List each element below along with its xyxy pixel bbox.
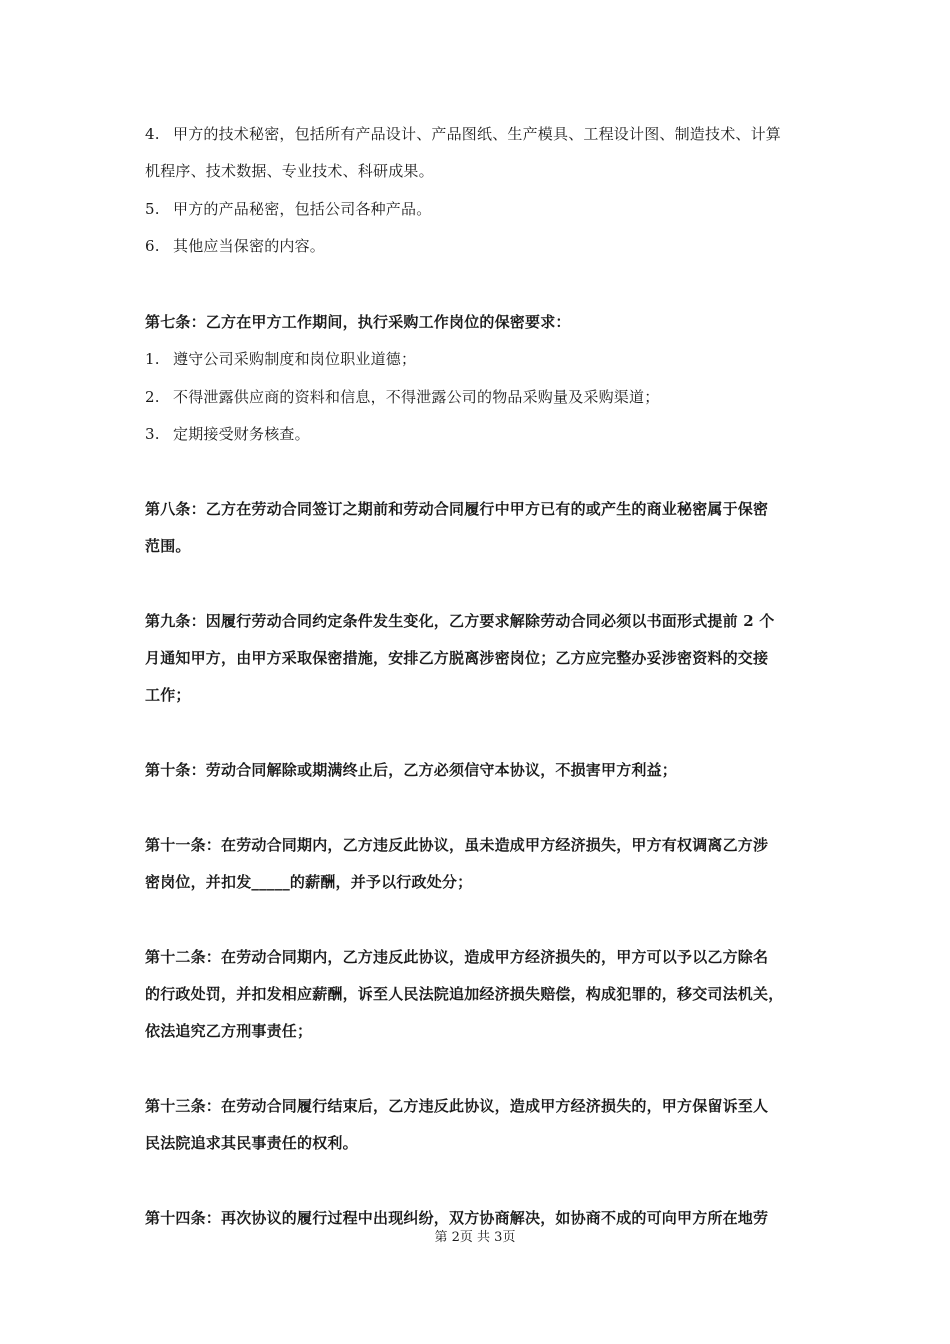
article-12-line-1: 第十二条：在劳动合同期内，乙方违反此协议，造成甲方经济损失的，甲方可以予以乙方除名	[145, 948, 769, 966]
list-item-text: 定期接受财务核查。	[173, 425, 310, 443]
list-item-number: 5.	[145, 200, 160, 218]
article-7-item-3	[145, 424, 815, 444]
page-footer: 第 2页 共 3页	[434, 1230, 516, 1245]
article-11-line-2: 密岗位，并扣发_____的薪酬，并予以行政处分；	[145, 873, 473, 891]
list-item-text: 甲方的产品秘密，包括公司各种产品。	[173, 200, 432, 218]
list-item-4-line-1	[145, 124, 815, 144]
list-item-number: 3.	[145, 425, 160, 443]
list-item-text: 遵守公司采购制度和岗位职业道德；	[173, 350, 417, 368]
article-7-item-2	[145, 387, 815, 407]
article-10-line-1: 第十条：劳动合同解除或期满终止后，乙方必须信守本协议，不损害甲方利益；	[145, 761, 678, 779]
article-7-item-1	[145, 349, 815, 369]
list-item-number: 4.	[145, 125, 160, 143]
article-9-line-2: 月通知甲方，由甲方采取保密措施，安排乙方脱离涉密岗位；乙方应完整办妥涉密资料的交接	[145, 649, 769, 667]
article-12-line-3: 依法追究乙方刑事责任；	[145, 1022, 313, 1040]
list-item-text: 不得泄露供应商的资料和信息，不得泄露公司的物品采购量及采购渠道；	[173, 388, 660, 406]
article-8-line-2: 范围。	[145, 537, 191, 555]
article-12-line-2: 的行政处罚，并扣发相应薪酬，诉至人民法院追加经济损失赔偿，构成犯罪的，移交司法机关，	[145, 985, 784, 1003]
list-item-number: 1.	[145, 350, 160, 368]
list-item-5	[145, 199, 815, 219]
list-item-6	[145, 236, 815, 256]
article-9-line-1: 第九条：因履行劳动合同约定条件发生变化，乙方要求解除劳动合同必须以书面形式提前 2 个	[145, 612, 775, 630]
list-item-number: 2.	[145, 388, 160, 406]
list-item-number: 6.	[145, 237, 160, 255]
list-item-text: 甲方的技术秘密，包括所有产品设计、产品图纸、生产模具、工程设计图、制造技术、计算	[173, 125, 782, 143]
article-13-line-2: 民法院追求其民事责任的权利。	[145, 1134, 358, 1152]
article-7-heading: 第七条：乙方在甲方工作期间，执行采购工作岗位的保密要求：	[145, 313, 571, 331]
article-13-line-1: 第十三条：在劳动合同履行结束后，乙方违反此协议，造成甲方经济损失的，甲方保留诉至人	[145, 1097, 769, 1115]
article-14-line-1: 第十四条：再次协议的履行过程中出现纠纷，双方协商解决，如协商不成的可向甲方所在地劳	[145, 1209, 769, 1227]
article-11-line-1: 第十一条：在劳动合同期内，乙方违反此协议，虽未造成甲方经济损失，甲方有权调离乙方涉	[145, 836, 769, 854]
article-8-line-1: 第八条：乙方在劳动合同签订之期前和劳动合同履行中甲方已有的或产生的商业秘密属于保密	[145, 500, 769, 518]
article-9-line-3: 工作；	[145, 686, 191, 704]
list-item-4-line-2: 机程序、技术数据、专业技术、科研成果。	[145, 162, 434, 180]
list-item-text: 其他应当保密的内容。	[173, 237, 326, 255]
